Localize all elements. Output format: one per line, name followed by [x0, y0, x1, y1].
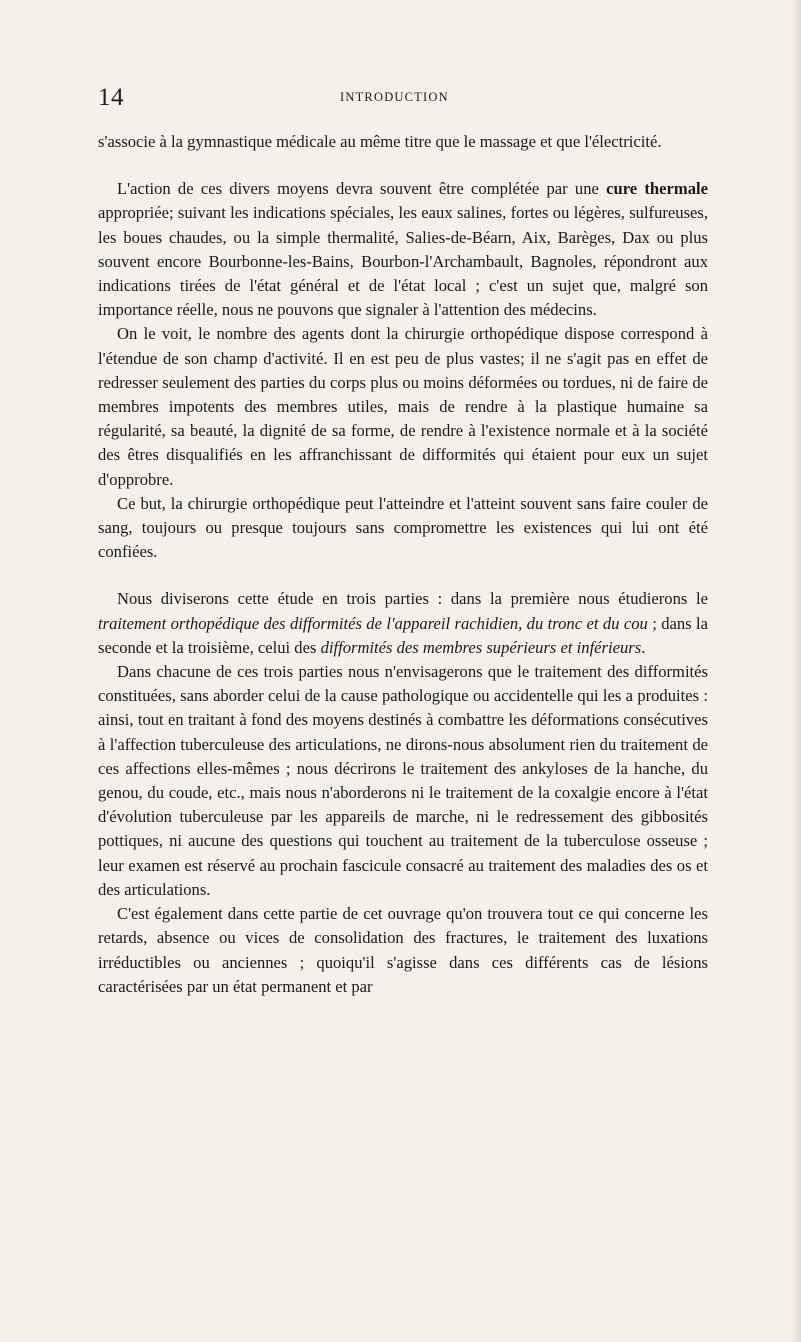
paragraph [98, 177, 708, 322]
paragraph [98, 660, 708, 902]
running-head: INTRODUCTION [340, 90, 449, 104]
text-run: L'action de ces divers moyens devra souvent être complétée par une [117, 179, 607, 199]
text-run: On le voit, le nombre des agents dont la chirurgie orthopédique dispose correspond à l'étendue de son champ d'activité. Il en est peu de plus vastes; il ne s'agit pas en effet de redresser seulement des parties du corps plus ou moins déformées ou tordues, ni de faire de membres impotents des membres utiles, mais de rendre à la plastique humaine sa régularité, sa beauté, la dignité de sa forme, de rendre à l'existence normale et à la société des êtres disqualifiés en les affranchissant de difformités qui étaient pour eux un sujet d'opprobre. [98, 324, 708, 489]
italic-title: difformités des membres supérieurs et inférieurs [320, 637, 642, 657]
italic-title: traitement orthopédique des difformités de l'appareil rachidien, du tronc et du cou [98, 613, 648, 633]
bold-term: cure thermale [606, 179, 708, 199]
text-run: C'est également dans cette partie de cet ouvrage qu'on trouvera tout ce qui concerne les retards, absence ou vices de consolidation des fractures, le traitement des luxations irréductibles ou anciennes ; quoiqu'il s'agisse dans ces différents cas de lésions caractérisées par un état permanent et par [98, 904, 708, 996]
page-edge-shadow [791, 0, 801, 1342]
paragraph [98, 322, 708, 491]
text-run: Ce but, la chirurgie orthopédique peut l'atteindre et l'atteint souvent sans faire couler de sang, toujours ou presque toujours sans compromettre les existences qui lui ont été confiées. [98, 493, 708, 562]
text-run: s'associe à la gymnastique médicale au même titre que le massage et que l'électricité. [98, 132, 662, 151]
page-number: 14 [98, 84, 124, 111]
text-run: Nous diviserons cette étude en trois parties : dans la première nous étudierons le [117, 589, 708, 609]
text-run: . [641, 637, 646, 657]
paragraph [98, 587, 708, 660]
page-header [0, 84, 801, 124]
text-run: appropriée; suivant les indications spéciales, les eaux salines, fortes ou légères, sulfureuses, les boues chaudes, ou la simple thermalité, Salies-de-Béarn, Aix, Barèges, Dax ou plus souvent encore Bourbonne-les-Bains, Bourbon-l'Archambault, Bagnoles, répondront aux indications tirées de l'état général et de l'état local ; c'est un sujet que, malgré son importance réelle, nous ne pouvons que signaler à l'attention des médecins. [98, 203, 708, 320]
text-run: Dans chacune de ces trois parties nous n'envisagerons que le traitement des difformités constituées, sans aborder celui de la cause pathologique ou accidentelle qui les a produites : ainsi, tout en traitant à fond des moyens destinés à combattre les déformations consécutives à l'affection tuberculeuse des articulations, ne dirons-nous absolument rien du traitement de ces affections elles-mêmes ; nous décrirons le traitement des ankyloses de la hanche, du genou, du coude, etc., mais nous n'aborderons ni le traitement de la coxalgie encore à l'état d'évolution tuberculeuse par les appareils de marche, ni le redressement des gibbosités pottiques, ni aucune des questions qui touchent au traitement de la tuberculose osseuse ; leur examen est réservé au prochain fascicule consacré au traitement des maladies des os et des articulations. [98, 662, 708, 899]
paragraph [98, 492, 708, 565]
paragraph [98, 902, 708, 999]
text-run: ; dans la seconde et la troisième, celui des [98, 613, 708, 657]
paragraph [98, 130, 708, 154]
body-text [98, 130, 708, 999]
